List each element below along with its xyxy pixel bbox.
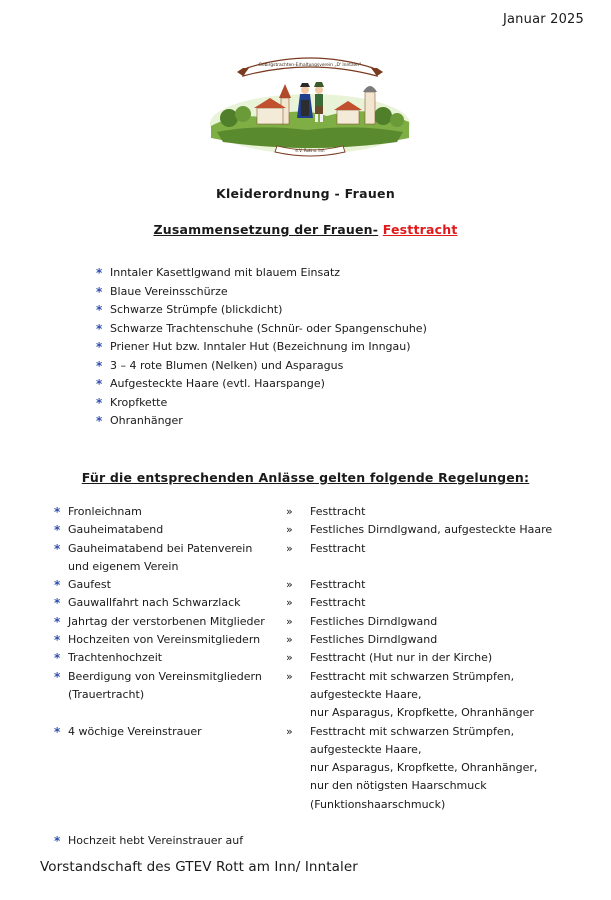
rule-row: * Gauheimatabend » Festliches Dirndlgwand, aufgesteckte Haare	[54, 521, 574, 539]
arrow-icon: »	[286, 651, 293, 665]
star-bullet-icon: *	[54, 633, 61, 648]
document-title: Kleiderordnung - Frauen	[215, 186, 396, 201]
list-item: * Inntaler Kasettlgwand mit blauem Einsatz	[96, 264, 427, 283]
document-date: Januar 2025	[502, 12, 584, 27]
rule-row: * Fronleichnam » Festtracht	[54, 503, 574, 521]
list-item: * Blaue Vereinsschürze	[96, 283, 427, 302]
club-logo	[207, 46, 413, 158]
list-item: * 3 – 4 rote Blumen (Nelken) und Asparagus	[96, 357, 427, 376]
star-bullet-icon: *	[96, 266, 103, 280]
subtitle-prefix: Zusammensetzung der Frauen-	[153, 222, 379, 237]
rule-row: * Trachtenhochzeit » Festtracht (Hut nur in der Kirche)	[54, 649, 574, 667]
arrow-icon: »	[286, 614, 293, 628]
star-bullet-icon: *	[54, 669, 61, 684]
subtitle-accent: Festtracht	[382, 222, 458, 237]
star-bullet-icon: *	[96, 377, 103, 391]
star-bullet-icon: *	[96, 321, 103, 336]
star-bullet-icon: *	[54, 614, 61, 629]
arrow-icon: »	[286, 505, 293, 518]
star-bullet-icon: *	[96, 395, 103, 410]
list-item: * Priener Hut bzw. Inntaler Hut (Bezeichnung im Inngau)	[96, 338, 427, 357]
star-bullet-icon: *	[54, 724, 61, 739]
list-item: * Schwarze Strümpfe (blickdicht)	[96, 301, 427, 320]
rules-heading: Für die entsprechenden Anlässe gelten folgende Regelungen:	[81, 470, 530, 485]
list-item: * Ohranhänger	[96, 412, 427, 431]
section-subtitle	[0, 222, 611, 237]
star-bullet-icon: *	[96, 340, 103, 354]
logo-bottom-text: e.V. Rott a. Inn	[295, 148, 325, 153]
list-item: * Kropfkette	[96, 394, 427, 413]
star-bullet-icon: *	[96, 284, 103, 299]
star-bullet-icon: *	[54, 834, 61, 849]
star-bullet-icon: *	[54, 505, 61, 519]
star-bullet-icon: *	[54, 541, 61, 556]
star-bullet-icon: *	[54, 596, 61, 611]
list-item: * Schwarze Trachtenschuhe (Schnür- oder Spangenschuhe)	[96, 320, 427, 339]
arrow-icon: »	[286, 578, 293, 592]
rule-row: * Beerdigung von Vereinsmitgliedern (Trauertracht) » Festtracht mit schwarzen Strümpfen, aufgesteckte Haare, nur Asparagus, Kropfkette, Ohranhänger	[54, 668, 574, 723]
rule-row: * Hochzeit hebt Vereinstrauer auf	[54, 832, 574, 850]
rule-row: * 4 wöchige Vereinstrauer » Festtracht mit schwarzen Strümpfen, aufgesteckte Haare, nur Asparagus, Kropfkette, Ohranhänger, nur den nötigsten Haarschmuck (Funktionshaarschmuck)	[54, 723, 574, 814]
footer-signature: Vorstandschaft des GTEV Rott am Inn/ Inntaler	[40, 859, 358, 875]
star-bullet-icon: *	[96, 358, 103, 373]
rule-row: * Gauheimatabend bei Patenverein und eigenem Verein » Festtracht	[54, 540, 574, 577]
rules-table	[54, 503, 574, 850]
arrow-icon: »	[286, 633, 293, 647]
rule-row: * Gauwallfahrt nach Schwarzlack » Festtracht	[54, 594, 574, 612]
star-bullet-icon: *	[54, 523, 61, 538]
arrow-icon: »	[286, 724, 293, 738]
arrow-icon: »	[286, 669, 293, 683]
star-bullet-icon: *	[96, 303, 103, 317]
arrow-icon: »	[286, 523, 293, 537]
star-bullet-icon: *	[96, 414, 103, 428]
star-bullet-icon: *	[54, 578, 61, 593]
rule-row: * Jahrtag der verstorbenen Mitglieder » Festliches Dirndlgwand	[54, 613, 574, 631]
star-bullet-icon: *	[54, 651, 61, 666]
arrow-icon: »	[286, 541, 293, 555]
arrow-icon: »	[286, 596, 293, 610]
list-item: * Aufgesteckte Haare (evtl. Haarspange)	[96, 375, 427, 394]
rule-row: * Hochzeiten von Vereinsmitgliedern » Festliches Dirndlgwand	[54, 631, 574, 649]
tracht-items-list	[96, 264, 427, 431]
logo-banner-text: Gebirgstrachten-Erhaltungsverein „D' Inntaler"	[258, 63, 362, 68]
rule-row: * Gaufest » Festtracht	[54, 576, 574, 594]
